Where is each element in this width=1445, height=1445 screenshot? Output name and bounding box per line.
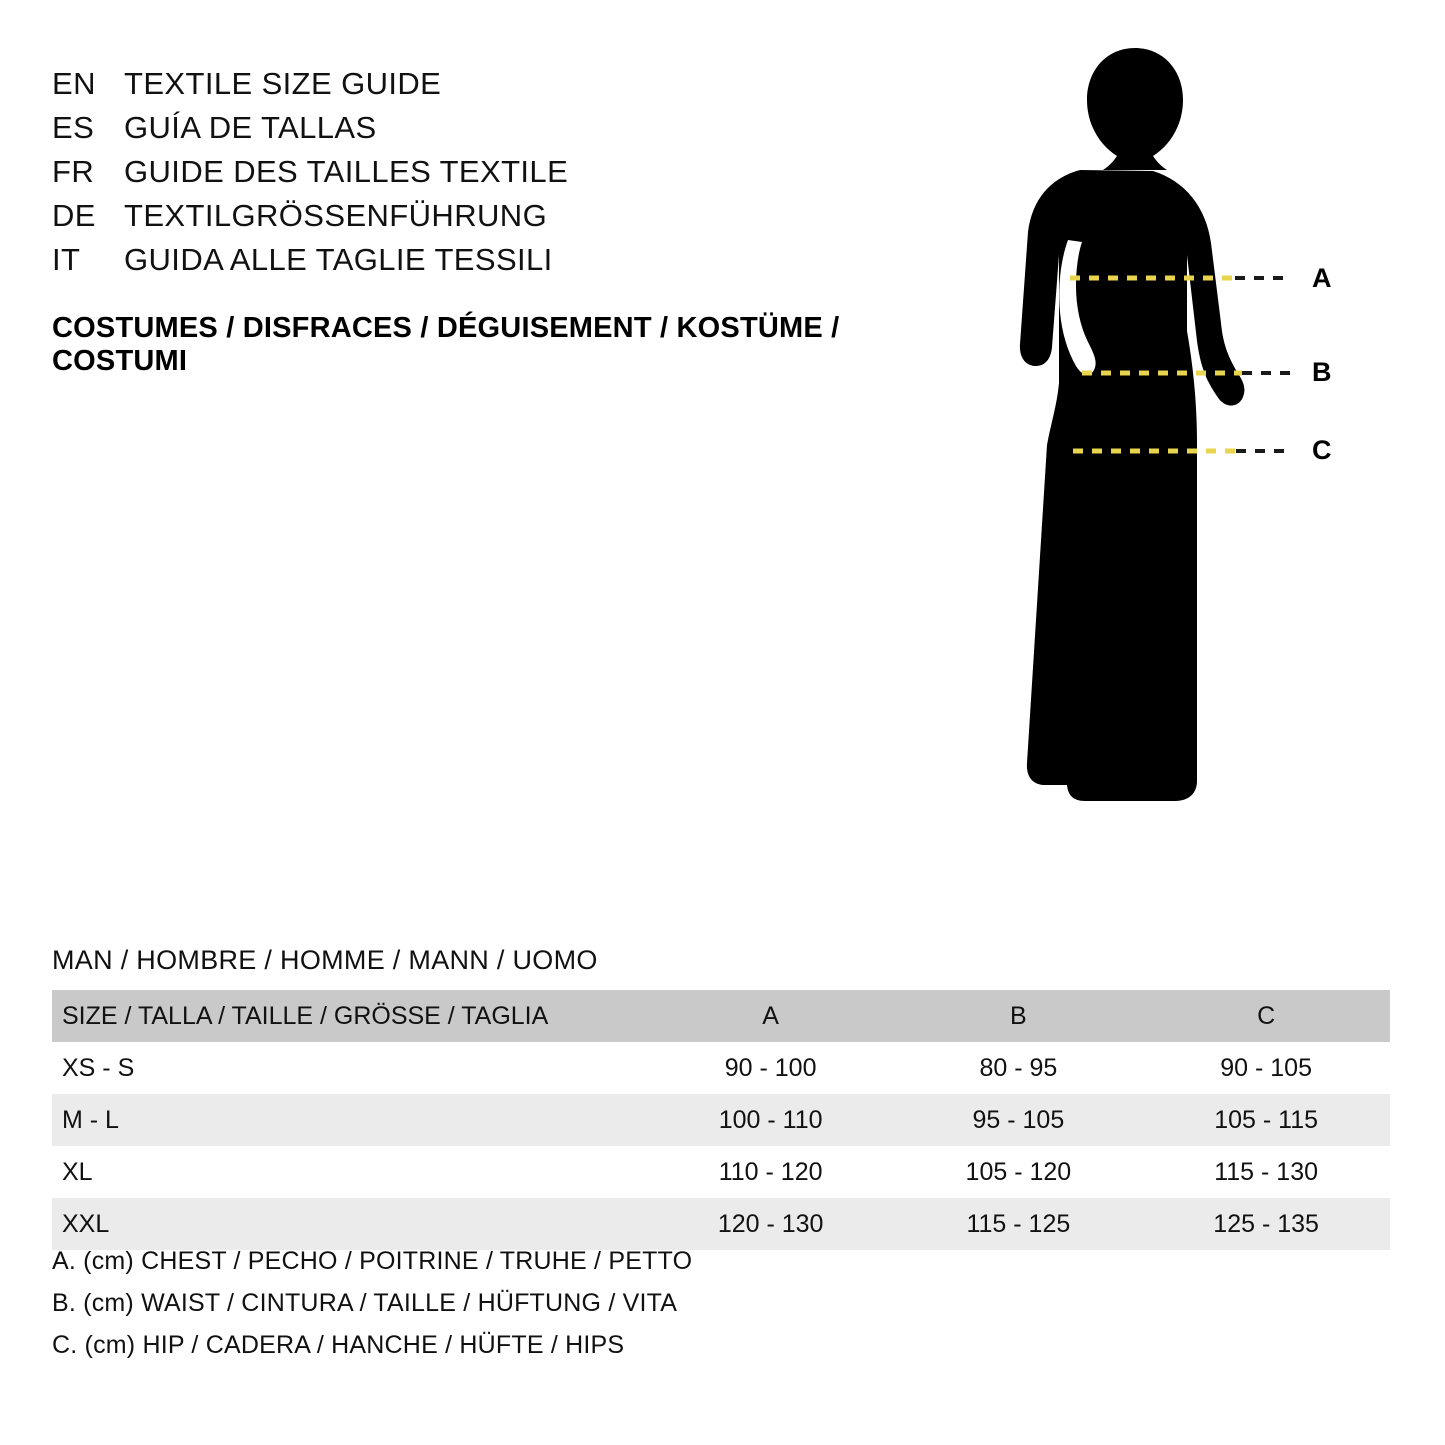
cell-size: M - L bbox=[62, 1105, 119, 1134]
silhouette-icon bbox=[960, 30, 1380, 910]
cell-c: 90 - 105 bbox=[1220, 1053, 1312, 1082]
legend-line-b: B. (cm) WAIST / CINTURA / TAILLE / HÜFTUNG / VITA bbox=[52, 1289, 678, 1317]
cell-b: 95 - 105 bbox=[972, 1105, 1065, 1134]
cell-size: XL bbox=[62, 1157, 93, 1186]
column-header-a: A bbox=[762, 1001, 779, 1030]
body-figure bbox=[960, 30, 1380, 910]
size-table bbox=[52, 990, 1390, 1250]
measure-label-b: B bbox=[1312, 357, 1332, 387]
language-text: TEXTILGRÖSSENFÜHRUNG bbox=[124, 198, 548, 233]
measurement-legend bbox=[52, 1240, 1052, 1366]
table-body bbox=[52, 1042, 1390, 1250]
cell-c: 115 - 130 bbox=[1214, 1157, 1319, 1186]
measure-label-c: C bbox=[1312, 435, 1332, 465]
cell-a: 90 - 100 bbox=[724, 1053, 817, 1082]
language-code: IT bbox=[52, 242, 81, 277]
language-row bbox=[52, 62, 982, 106]
language-text: GUÍA DE TALLAS bbox=[124, 110, 377, 145]
cell-b: 80 - 95 bbox=[979, 1053, 1058, 1082]
language-row bbox=[52, 238, 982, 282]
size-table-section bbox=[52, 945, 1392, 1250]
language-text: GUIDA ALLE TAGLIE TESSILI bbox=[124, 242, 553, 277]
language-code: ES bbox=[52, 110, 95, 145]
legend-line-c: C. (cm) HIP / CADERA / HANCHE / HÜFTE / HIPS bbox=[52, 1331, 625, 1359]
language-row bbox=[52, 150, 982, 194]
table-row bbox=[52, 1094, 1390, 1146]
language-row bbox=[52, 194, 982, 238]
column-header-b: B bbox=[1010, 1001, 1027, 1030]
table-caption: MAN / HOMBRE / HOMME / MANN / UOMO bbox=[52, 945, 598, 975]
legend-line-a: A. (cm) CHEST / PECHO / POITRINE / TRUHE / PETTO bbox=[52, 1247, 693, 1275]
measure-label-a: A bbox=[1312, 263, 1332, 293]
table-row bbox=[52, 1146, 1390, 1198]
cell-a: 120 - 130 bbox=[717, 1209, 824, 1238]
cell-b: 115 - 125 bbox=[966, 1209, 1071, 1238]
cell-a: 100 - 110 bbox=[718, 1105, 823, 1134]
column-header-size: SIZE / TALLA / TAILLE / GRÖSSE / TAGLIA bbox=[62, 1001, 549, 1030]
language-code: FR bbox=[52, 154, 95, 189]
table-row bbox=[52, 1042, 1390, 1094]
language-text: GUIDE DES TAILLES TEXTILE bbox=[124, 154, 569, 189]
cell-a: 110 - 120 bbox=[718, 1157, 823, 1186]
table-header-row bbox=[52, 990, 1390, 1042]
column-header-c: C bbox=[1257, 1001, 1276, 1030]
cell-size: XXL bbox=[62, 1209, 110, 1238]
table-header bbox=[52, 990, 1390, 1042]
cell-b: 105 - 120 bbox=[965, 1157, 1072, 1186]
cell-c: 125 - 135 bbox=[1213, 1209, 1319, 1238]
language-text: TEXTILE SIZE GUIDE bbox=[124, 66, 442, 101]
cell-size: XS - S bbox=[62, 1053, 135, 1082]
language-row bbox=[52, 106, 982, 150]
cell-c: 105 - 115 bbox=[1214, 1105, 1319, 1134]
language-code: EN bbox=[52, 66, 96, 101]
category-title: COSTUMES / DISFRACES / DÉGUISEMENT / KOSTÜME / COSTUMI bbox=[52, 312, 840, 377]
language-list bbox=[52, 62, 982, 378]
language-code: DE bbox=[52, 198, 96, 233]
